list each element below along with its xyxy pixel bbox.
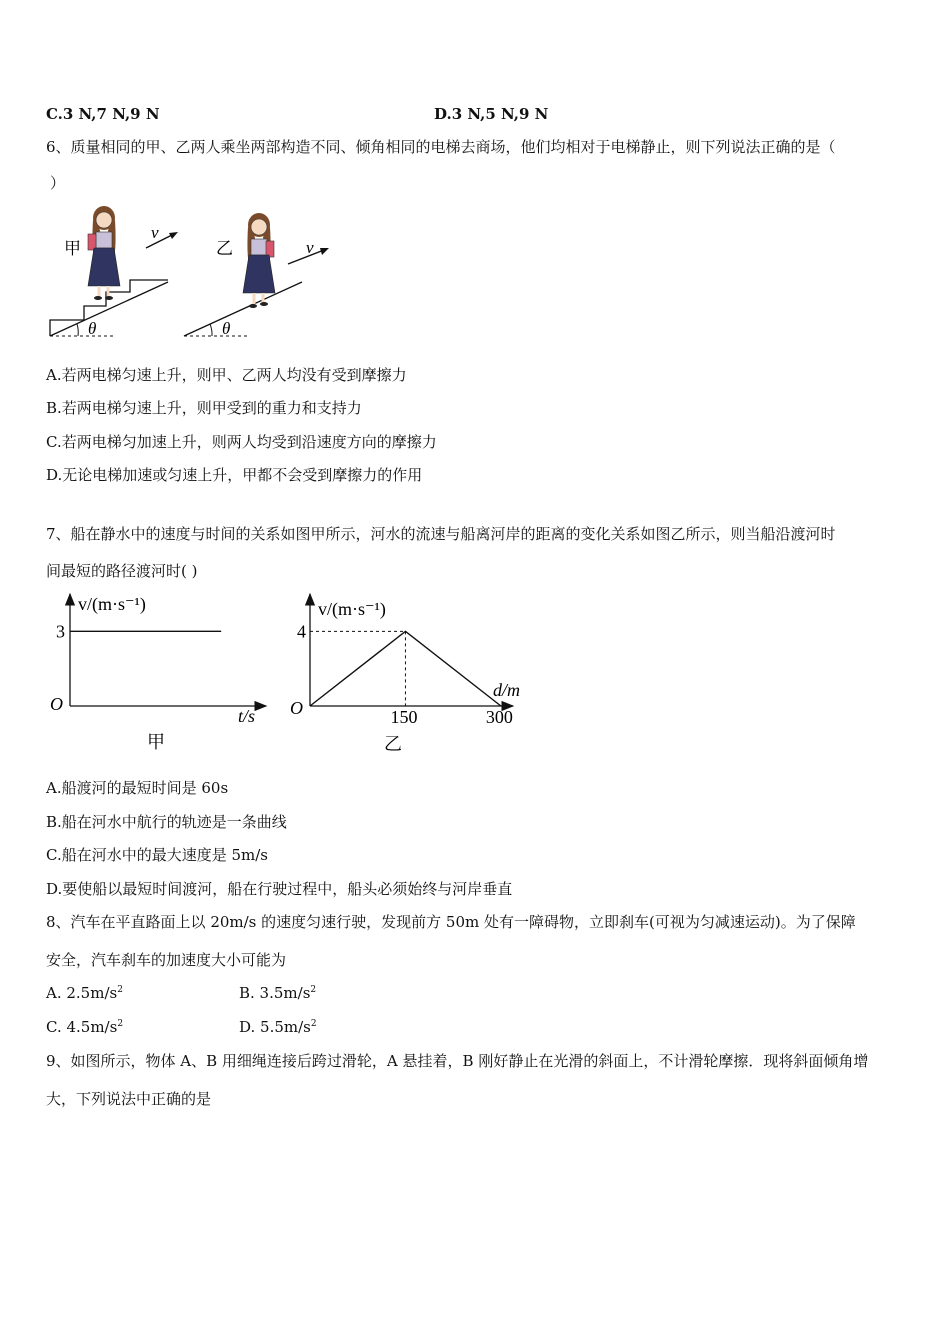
label-jia: 甲 (64, 239, 81, 258)
q8-option-a-text: A. 2.5m/s (46, 984, 118, 1002)
q7-option-b: B.船在河水中航行的轨迹是一条曲线 (46, 813, 287, 831)
x-axis-label: d/m (493, 680, 520, 700)
q8-option-b-text: B. 3.5m/s (239, 984, 311, 1002)
q7-option-c: C.船在河水中的最大速度是 5m/s (46, 846, 268, 864)
escalator-left (50, 206, 178, 338)
passenger-right-icon (243, 213, 275, 308)
chart-caption-jia: 甲 (147, 732, 165, 752)
q8-option-d-sup: 2 (310, 1019, 317, 1029)
q8-option-c (46, 1017, 123, 1037)
q8-stem-line1: 8、汽车在平直路面上以 20m/s 的速度匀速行驶，发现前方 50m 处有一障碍物，立即刹车(可视为匀减速运动)。为了保障 (46, 913, 856, 931)
q8-option-b-sup: 2 (310, 985, 317, 995)
q8-option-c-sup: 2 (117, 1019, 124, 1029)
q9-stem-line2: 大，下列说法中正确的是 (46, 1090, 212, 1108)
y-tick-label: 4 (297, 621, 306, 642)
q7-option-a: A.船渡河的最短时间是 60s (46, 779, 229, 797)
origin-label: O (50, 694, 63, 714)
q6-escalator-figure (44, 200, 344, 345)
chart-yi (285, 588, 535, 758)
y-tick-label: 3 (56, 621, 65, 642)
q8-option-c-text: C. 4.5m/s (46, 1018, 118, 1036)
angle-label-left: θ (88, 319, 97, 338)
q9-stem-line1: 9、如图所示，物体 A、B 用细绳连接后跨过滑轮，A 悬挂着，B 刚好静止在光滑的斜面上，不计滑轮摩擦．现将斜面倾角增 (46, 1052, 869, 1070)
q6-stem-line2: ） (50, 174, 66, 192)
q5-option-d: D.3 N,5 N,9 N (434, 105, 549, 123)
angle-label-right: θ (222, 319, 231, 338)
q8-option-b (239, 983, 316, 1003)
q8-option-d (239, 1017, 317, 1037)
q7-option-d: D.要使船以最短时间渡河，船在行驶过程中，船头必须始终与河岸垂直 (46, 880, 513, 898)
velocity-label-right: v (306, 238, 314, 257)
label-yi: 乙 (216, 239, 233, 258)
velocity-label-left: v (151, 223, 159, 242)
q8-option-d-text: D. 5.5m/s (239, 1018, 311, 1036)
q8-option-a (46, 983, 123, 1003)
escalator-right (184, 213, 329, 338)
chart-jia (40, 588, 280, 758)
passenger-left-icon (88, 206, 120, 300)
x-axis-label: t/s (238, 706, 256, 726)
q6-option-d: D.无论电梯加速或匀速上升，甲都不会受到摩擦力的作用 (46, 466, 423, 484)
y-axis-label: v/(m·s⁻¹) (78, 594, 146, 614)
q6-option-c: C.若两电梯匀加速上升，则两人均受到沿速度方向的摩擦力 (46, 433, 437, 451)
q7-stem-line1: 7、船在静水中的速度与时间的关系如图甲所示，河水的流速与船离河岸的距离的变化关系如图乙所示，则当船沿渡河时 (46, 525, 836, 543)
x-tick-label: 300 (485, 707, 513, 727)
y-axis-label: v/(m·s⁻¹) (318, 599, 386, 619)
x-tick-label: 150 (390, 707, 418, 727)
q6-option-b: B.若两电梯匀速上升，则甲受到的重力和支持力 (46, 399, 362, 417)
q5-option-c: C.3 N,7 N,9 N (46, 105, 160, 123)
q8-stem-line2: 安全，汽车刹车的加速度大小可能为 (46, 951, 287, 969)
q6-option-a: A.若两电梯匀速上升，则甲、乙两人均没有受到摩擦力 (46, 366, 407, 384)
q6-stem-line1: 6、质量相同的甲、乙两人乘坐两部构造不同、倾角相同的电梯去商场，他们均相对于电梯静止，则下列说法正确的是（ (46, 138, 836, 156)
origin-label: O (290, 698, 303, 718)
chart-caption-yi: 乙 (384, 734, 402, 754)
q7-stem-line2: 间最短的路径渡河时( ) (46, 562, 198, 580)
q8-option-a-sup: 2 (117, 985, 123, 995)
